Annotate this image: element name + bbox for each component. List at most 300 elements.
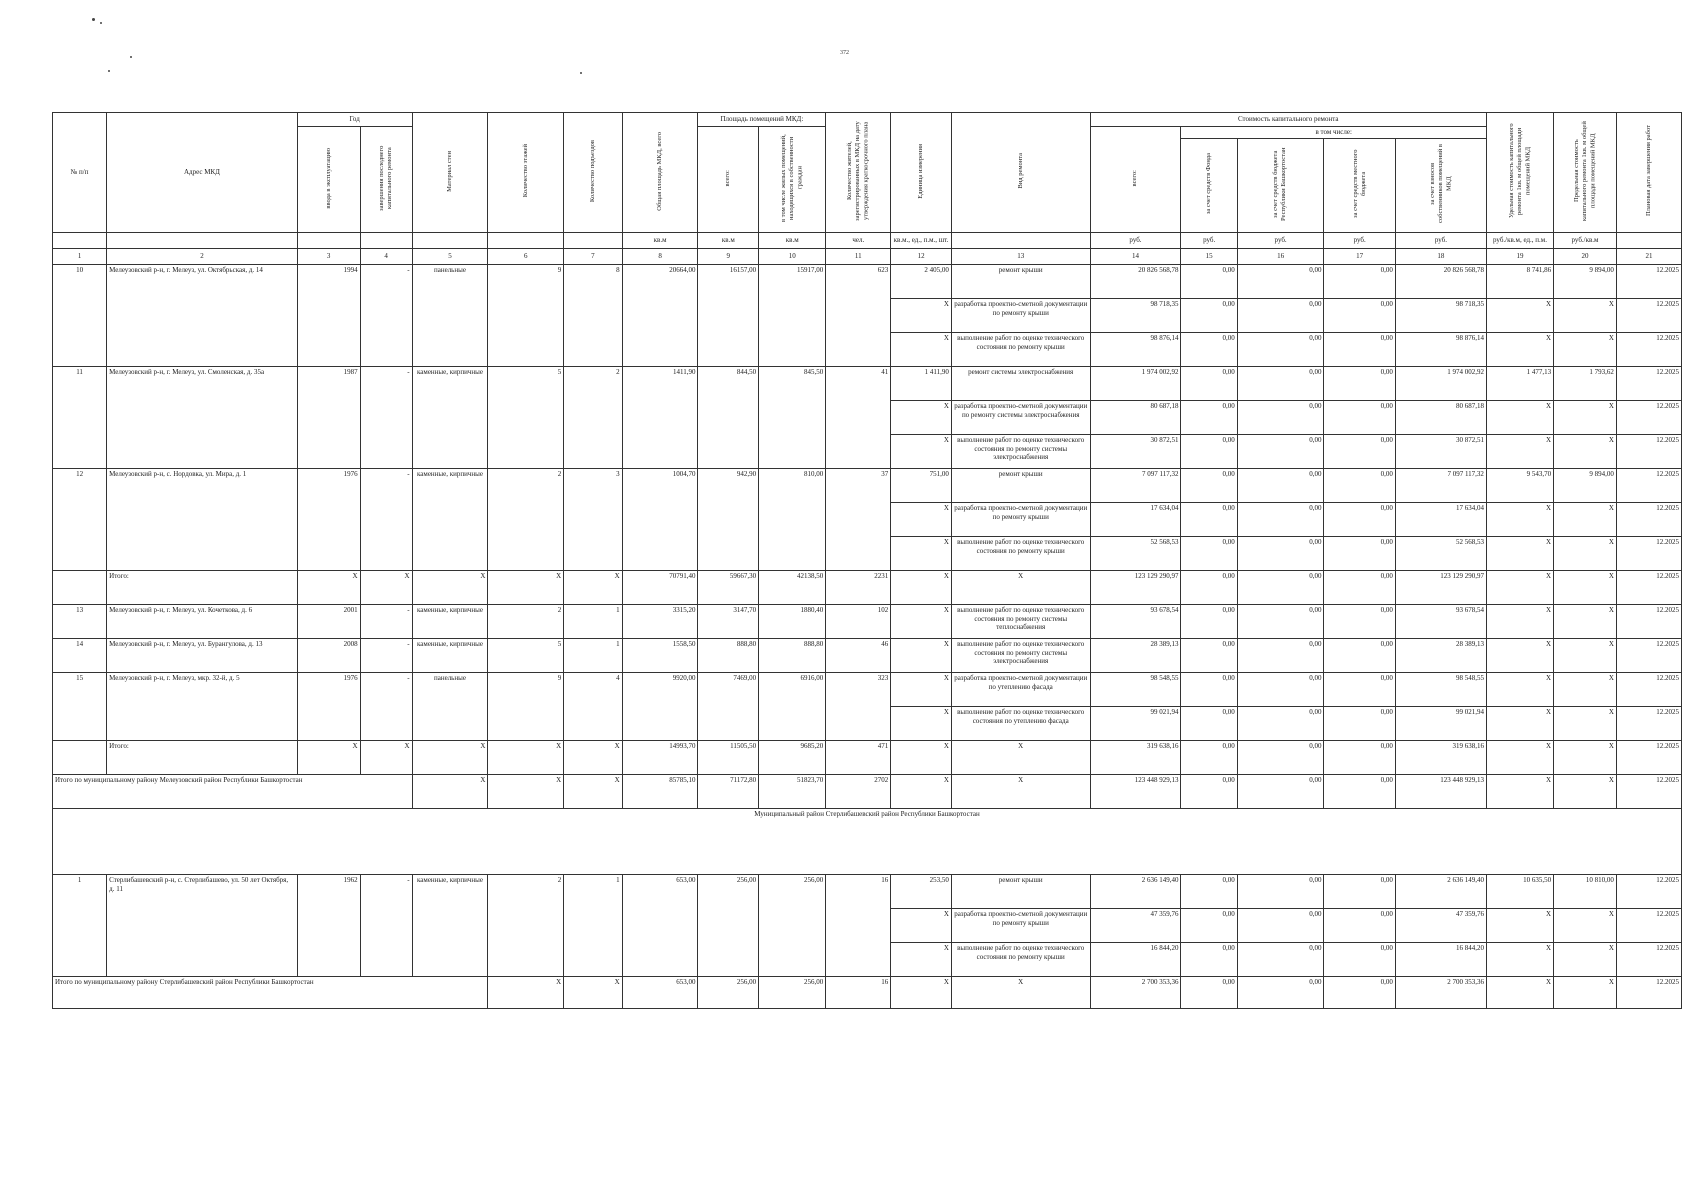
header-year-commission: ввода в эксплуатацию xyxy=(297,127,360,233)
address-cell: Мелеузовский р-н, г. Мелеуз, ул. Кочеткова, д. 6 xyxy=(107,604,298,638)
column-number: 3 xyxy=(297,248,360,264)
area-total: 256,00 xyxy=(698,976,759,1008)
cost-budget-subject: 0,00 xyxy=(1237,638,1324,672)
address-cell: Мелеузовский р-н, г. Мелеуз, ул. Смоленская, д. 35а xyxy=(107,366,298,468)
cost-fund: 0,00 xyxy=(1181,638,1237,672)
total-area: 9920,00 xyxy=(622,672,698,740)
capital-repair-table xyxy=(52,112,1682,1009)
scan-speck xyxy=(108,70,110,72)
work-type: ремонт системы электроснабжения xyxy=(951,366,1090,400)
cost-budget-subject: 0,00 xyxy=(1237,976,1324,1008)
scan-speck xyxy=(92,18,95,21)
specific-cost: X xyxy=(1486,298,1553,332)
header-area-group: Площадь помещений МКД: xyxy=(698,113,826,127)
limit-cost: X xyxy=(1554,536,1617,570)
limit-cost: 1 793,62 xyxy=(1554,366,1617,400)
table-row xyxy=(53,638,1682,672)
limit-cost: X xyxy=(1554,976,1617,1008)
area-total: 888,80 xyxy=(698,638,759,672)
table-row xyxy=(53,366,1682,400)
cost-budget-subject: 0,00 xyxy=(1237,942,1324,976)
year-last-repair: - xyxy=(360,638,412,672)
cost-budget-local: 0,00 xyxy=(1324,706,1395,740)
wall-material: панельные xyxy=(412,672,488,740)
cost-owners: 123 448 929,13 xyxy=(1395,774,1486,808)
cost-budget-local: 0,00 xyxy=(1324,468,1395,502)
wall-material: каменные, кирпичные xyxy=(412,874,488,976)
header-address: Адрес МКД xyxy=(107,113,298,233)
header-cost-owners: за счет взносов собственников помещений в МКД xyxy=(1395,138,1486,232)
header-material: Материал стен xyxy=(412,113,488,233)
cost-fund: 0,00 xyxy=(1181,468,1237,502)
total-area: 14993,70 xyxy=(622,740,698,774)
cost-budget-local: 0,00 xyxy=(1324,604,1395,638)
cost-total: 52 568,53 xyxy=(1090,536,1181,570)
address-cell: Мелеузовский р-н, г. Мелеуз, ул. Бурангулова, д. 13 xyxy=(107,638,298,672)
year-commission: 2008 xyxy=(297,638,360,672)
floors: 2 xyxy=(488,604,564,638)
column-number: 6 xyxy=(488,248,564,264)
cost-owners: 30 872,51 xyxy=(1395,434,1486,468)
wall-material: X xyxy=(412,774,488,808)
cost-total: 93 678,54 xyxy=(1090,604,1181,638)
plan-date: 12.2025 xyxy=(1616,536,1681,570)
cost-total: 20 826 568,78 xyxy=(1090,264,1181,298)
cost-fund: 0,00 xyxy=(1181,672,1237,706)
cost-owners: 20 826 568,78 xyxy=(1395,264,1486,298)
specific-cost: X xyxy=(1486,942,1553,976)
address-cell: Мелеузовский р-н, г. Мелеуз, мкр. 32-й, д. 5 xyxy=(107,672,298,740)
total-area: 653,00 xyxy=(622,874,698,976)
header-total-area: Общая площадь МКД, всего xyxy=(622,113,698,233)
table-row xyxy=(53,740,1682,774)
year-commission: 1987 xyxy=(297,366,360,468)
total-area: 85785,10 xyxy=(622,774,698,808)
floors: 2 xyxy=(488,468,564,570)
work-type: X xyxy=(951,740,1090,774)
entrances: 1 xyxy=(564,638,622,672)
column-number: 7 xyxy=(564,248,622,264)
cost-fund: 0,00 xyxy=(1181,604,1237,638)
floors: X xyxy=(488,570,564,604)
header-entrances: Количество подъездов xyxy=(564,113,622,233)
column-number: 18 xyxy=(1395,248,1486,264)
plan-date: 12.2025 xyxy=(1616,604,1681,638)
quantity: 253,50 xyxy=(891,874,952,908)
cost-total: 28 389,13 xyxy=(1090,638,1181,672)
year-commission: 1976 xyxy=(297,468,360,570)
unit-10: кв.м xyxy=(759,232,826,248)
cost-total: 1 974 002,92 xyxy=(1090,366,1181,400)
column-number: 1 xyxy=(53,248,107,264)
entrances: X xyxy=(564,976,622,1008)
year-last-repair: - xyxy=(360,264,412,366)
plan-date: 12.2025 xyxy=(1616,264,1681,298)
table-row xyxy=(53,774,1682,808)
address-cell: Мелеузовский р-н, г. Мелеуз, ул. Октябрьская, д. 14 xyxy=(107,264,298,366)
cost-budget-local: 0,00 xyxy=(1324,774,1395,808)
limit-cost: X xyxy=(1554,332,1617,366)
specific-cost: 1 477,13 xyxy=(1486,366,1553,400)
header-limit-cost: Предельная стоимость капитального ремонта 1кв. м общей площади помещений МКД xyxy=(1554,113,1617,233)
cost-fund: 0,00 xyxy=(1181,976,1237,1008)
cost-budget-subject: 0,00 xyxy=(1237,774,1324,808)
cost-budget-subject: 0,00 xyxy=(1237,570,1324,604)
cost-budget-subject: 0,00 xyxy=(1237,908,1324,942)
specific-cost: X xyxy=(1486,908,1553,942)
area-total: 256,00 xyxy=(698,874,759,976)
cost-owners: 80 687,18 xyxy=(1395,400,1486,434)
residents: 37 xyxy=(826,468,891,570)
total-area: 1411,90 xyxy=(622,366,698,468)
wall-material: каменные, кирпичные xyxy=(412,638,488,672)
cost-budget-local: 0,00 xyxy=(1324,740,1395,774)
total-area: 3315,20 xyxy=(622,604,698,638)
cost-budget-subject: 0,00 xyxy=(1237,740,1324,774)
work-type: разработка проектно-сметной документации по утеплению фасада xyxy=(951,672,1090,706)
cost-total: 16 844,20 xyxy=(1090,942,1181,976)
residents: 41 xyxy=(826,366,891,468)
cost-budget-local: 0,00 xyxy=(1324,874,1395,908)
work-type: выполнение работ по оценке технического состояния по ремонту системы электроснабжения xyxy=(951,638,1090,672)
floors: 2 xyxy=(488,874,564,976)
table-row xyxy=(53,672,1682,706)
cost-budget-subject: 0,00 xyxy=(1237,874,1324,908)
header-floors: Количество этажей xyxy=(488,113,564,233)
header-cost-budget-local: за счет средств местного бюджета xyxy=(1324,138,1395,232)
area-total: 11505,50 xyxy=(698,740,759,774)
wall-material: панельные xyxy=(412,264,488,366)
work-type: разработка проектно-сметной документации по ремонту системы электроснабжения xyxy=(951,400,1090,434)
cost-owners: 319 638,16 xyxy=(1395,740,1486,774)
column-number: 17 xyxy=(1324,248,1395,264)
unit-9: кв.м xyxy=(698,232,759,248)
plan-date: 12.2025 xyxy=(1616,672,1681,706)
cost-budget-local: 0,00 xyxy=(1324,434,1395,468)
cost-fund: 0,00 xyxy=(1181,366,1237,400)
row-number: 11 xyxy=(53,366,107,468)
specific-cost: X xyxy=(1486,570,1553,604)
cost-fund: 0,00 xyxy=(1181,502,1237,536)
cost-owners: 98 548,55 xyxy=(1395,672,1486,706)
plan-date: 12.2025 xyxy=(1616,366,1681,400)
row-number: 10 xyxy=(53,264,107,366)
quantity: X xyxy=(891,672,952,706)
column-number: 16 xyxy=(1237,248,1324,264)
specific-cost: 9 543,70 xyxy=(1486,468,1553,502)
cost-fund: 0,00 xyxy=(1181,908,1237,942)
plan-date: 12.2025 xyxy=(1616,468,1681,502)
scan-speck xyxy=(580,72,582,74)
year-last-repair: X xyxy=(360,570,412,604)
plan-date: 12.2025 xyxy=(1616,638,1681,672)
wall-material: X xyxy=(412,570,488,604)
area-residents: 6916,00 xyxy=(759,672,826,740)
plan-date: 12.2025 xyxy=(1616,976,1681,1008)
column-number: 2 xyxy=(107,248,298,264)
limit-cost: X xyxy=(1554,570,1617,604)
cost-budget-subject: 0,00 xyxy=(1237,434,1324,468)
work-type: разработка проектно-сметной документации по ремонту крыши xyxy=(951,502,1090,536)
entrances: 2 xyxy=(564,366,622,468)
year-last-repair: - xyxy=(360,874,412,976)
cost-owners: 1 974 002,92 xyxy=(1395,366,1486,400)
cost-budget-local: 0,00 xyxy=(1324,942,1395,976)
work-type: X xyxy=(951,774,1090,808)
header-residents: Количество жителей, зарегистрированных в МКД на дату утверждения краткосрочного плана xyxy=(826,113,891,233)
work-type: ремонт крыши xyxy=(951,874,1090,908)
limit-cost: X xyxy=(1554,400,1617,434)
year-commission: 1994 xyxy=(297,264,360,366)
work-type: X xyxy=(951,570,1090,604)
quantity: 2 405,00 xyxy=(891,264,952,298)
cost-budget-subject: 0,00 xyxy=(1237,604,1324,638)
section-title: Муниципальный район Стерлибашевский район Республики Башкортостан xyxy=(53,808,1682,874)
plan-date: 12.2025 xyxy=(1616,400,1681,434)
address-cell: Стерлибашевский р-н, с. Стерлибашево, ул. 50 лет Октября, д. 11 xyxy=(107,874,298,976)
cost-budget-subject: 0,00 xyxy=(1237,366,1324,400)
wall-material: X xyxy=(412,740,488,774)
quantity: X xyxy=(891,638,952,672)
quantity: X xyxy=(891,332,952,366)
limit-cost: X xyxy=(1554,740,1617,774)
unit-18: руб. xyxy=(1395,232,1486,248)
limit-cost: X xyxy=(1554,434,1617,468)
limit-cost: X xyxy=(1554,672,1617,706)
limit-cost: X xyxy=(1554,908,1617,942)
area-total: 844,50 xyxy=(698,366,759,468)
floors: 5 xyxy=(488,638,564,672)
cost-total: 2 700 353,36 xyxy=(1090,976,1181,1008)
year-last-repair: X xyxy=(360,740,412,774)
quantity: X xyxy=(891,740,952,774)
header-specific-cost: Удельная стоимость капитального ремонта 1кв. м общей площади помещений МКД xyxy=(1486,113,1553,233)
entrances: 8 xyxy=(564,264,622,366)
limit-cost: X xyxy=(1554,774,1617,808)
subtotal-label: Итого: xyxy=(107,740,298,774)
area-residents: 256,00 xyxy=(759,874,826,976)
entrances: X xyxy=(564,774,622,808)
cost-owners: 17 634,04 xyxy=(1395,502,1486,536)
area-total: 71172,80 xyxy=(698,774,759,808)
total-area: 1004,70 xyxy=(622,468,698,570)
cost-budget-local: 0,00 xyxy=(1324,400,1395,434)
cost-budget-local: 0,00 xyxy=(1324,976,1395,1008)
cost-total: 2 636 149,40 xyxy=(1090,874,1181,908)
cost-budget-subject: 0,00 xyxy=(1237,706,1324,740)
unit-16: руб. xyxy=(1237,232,1324,248)
unit-19: руб./кв.м, ед., п.м. xyxy=(1486,232,1553,248)
cost-total: 47 359,76 xyxy=(1090,908,1181,942)
specific-cost: X xyxy=(1486,774,1553,808)
header-including: в том числе: xyxy=(1181,127,1486,139)
area-residents: 810,00 xyxy=(759,468,826,570)
cost-fund: 0,00 xyxy=(1181,264,1237,298)
unit-20: руб./кв.м xyxy=(1554,232,1617,248)
area-residents: 15917,00 xyxy=(759,264,826,366)
header-cost-budget-subject: за счет средств бюджета Республики Башкортостан xyxy=(1237,138,1324,232)
quantity: X xyxy=(891,604,952,638)
cost-fund: 0,00 xyxy=(1181,298,1237,332)
header-unit: Единица измерения xyxy=(891,113,952,233)
residents: 16 xyxy=(826,874,891,976)
column-number: 15 xyxy=(1181,248,1237,264)
header-work-type: Вид ремонта xyxy=(951,113,1090,233)
header-cost-group: Стоимость капитального ремонта xyxy=(1090,113,1486,127)
cost-budget-subject: 0,00 xyxy=(1237,400,1324,434)
year-commission: X xyxy=(297,570,360,604)
quantity: X xyxy=(891,298,952,332)
cost-owners: 47 359,76 xyxy=(1395,908,1486,942)
quantity: X xyxy=(891,400,952,434)
area-total: 16157,00 xyxy=(698,264,759,366)
entrances: X xyxy=(564,570,622,604)
scan-speck xyxy=(130,56,132,58)
table-row xyxy=(53,264,1682,298)
total-area: 70791,40 xyxy=(622,570,698,604)
residents: 16 xyxy=(826,976,891,1008)
table-row xyxy=(53,468,1682,502)
area-residents: 256,00 xyxy=(759,976,826,1008)
plan-date: 12.2025 xyxy=(1616,908,1681,942)
cost-total: 99 021,94 xyxy=(1090,706,1181,740)
unit-17: руб. xyxy=(1324,232,1395,248)
specific-cost: X xyxy=(1486,638,1553,672)
work-type: разработка проектно-сметной документации по ремонту крыши xyxy=(951,908,1090,942)
year-last-repair: - xyxy=(360,672,412,740)
quantity: X xyxy=(891,570,952,604)
floors: X xyxy=(488,976,564,1008)
area-residents: 888,80 xyxy=(759,638,826,672)
table-row xyxy=(53,570,1682,604)
work-type: выполнение работ по оценке технического состояния по ремонту системы теплоснабжения xyxy=(951,604,1090,638)
plan-date: 12.2025 xyxy=(1616,502,1681,536)
scan-speck xyxy=(100,22,102,24)
specific-cost: X xyxy=(1486,672,1553,706)
year-last-repair: - xyxy=(360,468,412,570)
residents: 323 xyxy=(826,672,891,740)
cost-budget-local: 0,00 xyxy=(1324,366,1395,400)
cost-budget-subject: 0,00 xyxy=(1237,502,1324,536)
residents: 2702 xyxy=(826,774,891,808)
cost-total: 17 634,04 xyxy=(1090,502,1181,536)
area-total: 942,90 xyxy=(698,468,759,570)
floors: X xyxy=(488,774,564,808)
wall-material: каменные, кирпичные xyxy=(412,604,488,638)
empty-cell xyxy=(53,570,107,604)
cost-owners: 16 844,20 xyxy=(1395,942,1486,976)
area-residents: 845,50 xyxy=(759,366,826,468)
cost-total: 30 872,51 xyxy=(1090,434,1181,468)
header-cost-total: всего: xyxy=(1090,127,1181,233)
work-type: ремонт крыши xyxy=(951,468,1090,502)
cost-owners: 28 389,13 xyxy=(1395,638,1486,672)
address-cell: Мелеузовский р-н, с. Нордовка, ул. Мира, д. 1 xyxy=(107,468,298,570)
quantity: X xyxy=(891,434,952,468)
floors: 9 xyxy=(488,264,564,366)
cost-budget-subject: 0,00 xyxy=(1237,264,1324,298)
cost-owners: 98 876,14 xyxy=(1395,332,1486,366)
cost-fund: 0,00 xyxy=(1181,740,1237,774)
cost-owners: 98 718,35 xyxy=(1395,298,1486,332)
unit-8: кв.м xyxy=(622,232,698,248)
floors: 5 xyxy=(488,366,564,468)
total-area: 20664,00 xyxy=(622,264,698,366)
column-number: 5 xyxy=(412,248,488,264)
work-type: разработка проектно-сметной документации по ремонту крыши xyxy=(951,298,1090,332)
area-total: 59667,30 xyxy=(698,570,759,604)
area-total: 3147,70 xyxy=(698,604,759,638)
unit-12: кв.м., ед., п.м., шт. xyxy=(891,232,952,248)
year-last-repair: - xyxy=(360,604,412,638)
row-number: 13 xyxy=(53,604,107,638)
work-type: ремонт крыши xyxy=(951,264,1090,298)
specific-cost: X xyxy=(1486,332,1553,366)
year-commission: 1976 xyxy=(297,672,360,740)
column-number: 12 xyxy=(891,248,952,264)
work-type: выполнение работ по оценке технического состояния по ремонту крыши xyxy=(951,332,1090,366)
specific-cost: X xyxy=(1486,976,1553,1008)
subtotal-label: Итого: xyxy=(107,570,298,604)
limit-cost: X xyxy=(1554,942,1617,976)
residents: 2231 xyxy=(826,570,891,604)
table-row xyxy=(53,604,1682,638)
district-total-label: Итого по муниципальному району Мелеузовский район Республики Башкортостан xyxy=(53,774,413,808)
column-number: 10 xyxy=(759,248,826,264)
work-type: выполнение работ по оценке технического состояния по ремонту крыши xyxy=(951,536,1090,570)
table-row xyxy=(53,874,1682,908)
floors: X xyxy=(488,740,564,774)
specific-cost: X xyxy=(1486,604,1553,638)
row-number: 14 xyxy=(53,638,107,672)
cost-fund: 0,00 xyxy=(1181,706,1237,740)
column-number: 21 xyxy=(1616,248,1681,264)
plan-date: 12.2025 xyxy=(1616,706,1681,740)
header-year-last-repair: завершения последнего капитального ремонта xyxy=(360,127,412,233)
quantity: X xyxy=(891,774,952,808)
specific-cost: 10 635,50 xyxy=(1486,874,1553,908)
cost-owners: 2 700 353,36 xyxy=(1395,976,1486,1008)
column-number: 9 xyxy=(698,248,759,264)
cost-owners: 2 636 149,40 xyxy=(1395,874,1486,908)
header-cost-fund: за счет средств Фонда xyxy=(1181,138,1237,232)
cost-total: 123 448 929,13 xyxy=(1090,774,1181,808)
plan-date: 12.2025 xyxy=(1616,740,1681,774)
entrances: 1 xyxy=(564,874,622,976)
cost-budget-subject: 0,00 xyxy=(1237,536,1324,570)
cost-budget-local: 0,00 xyxy=(1324,570,1395,604)
column-number: 13 xyxy=(951,248,1090,264)
specific-cost: X xyxy=(1486,434,1553,468)
cost-budget-local: 0,00 xyxy=(1324,264,1395,298)
limit-cost: 9 894,00 xyxy=(1554,468,1617,502)
cost-fund: 0,00 xyxy=(1181,570,1237,604)
empty-cell xyxy=(53,740,107,774)
plan-date: 12.2025 xyxy=(1616,298,1681,332)
residents: 471 xyxy=(826,740,891,774)
cost-total: 98 876,14 xyxy=(1090,332,1181,366)
table-row xyxy=(53,808,1682,874)
cost-budget-local: 0,00 xyxy=(1324,672,1395,706)
cost-owners: 93 678,54 xyxy=(1395,604,1486,638)
row-number: 1 xyxy=(53,874,107,976)
page-number: 372 xyxy=(840,50,849,56)
limit-cost: 10 810,00 xyxy=(1554,874,1617,908)
plan-date: 12.2025 xyxy=(1616,942,1681,976)
quantity: X xyxy=(891,502,952,536)
cost-budget-local: 0,00 xyxy=(1324,332,1395,366)
cost-budget-local: 0,00 xyxy=(1324,298,1395,332)
